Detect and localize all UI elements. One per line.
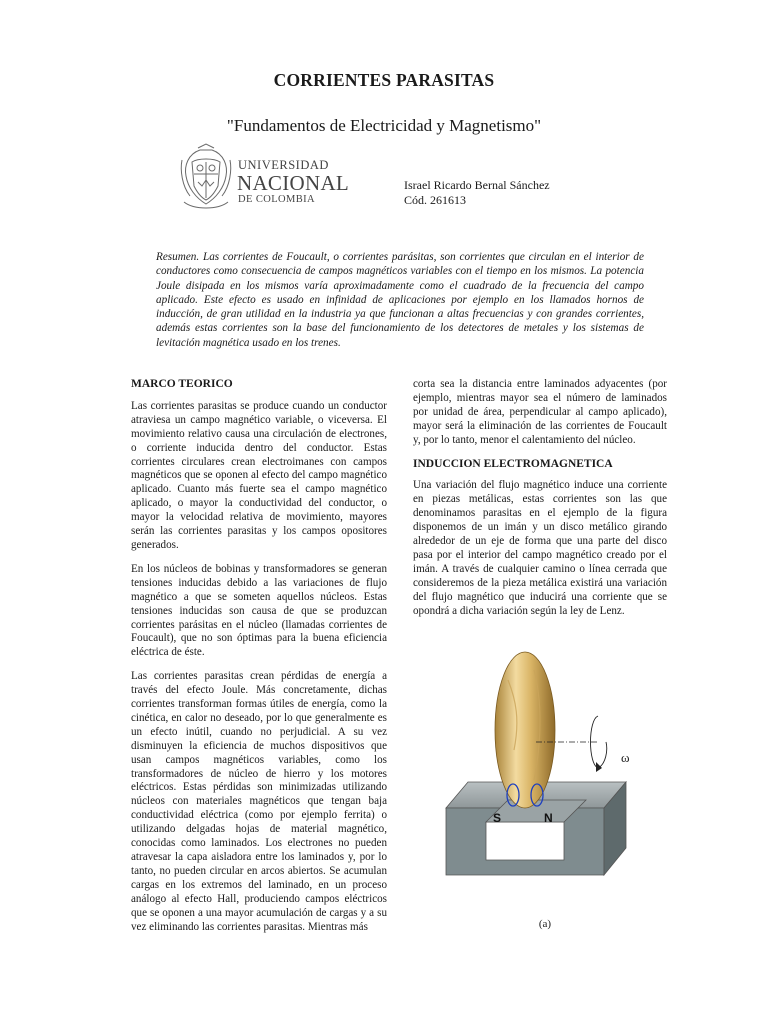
- paper-subtitle: "Fundamentos de Electricidad y Magnetismo": [226, 116, 542, 135]
- north-pole-label: N: [544, 811, 553, 825]
- disc-magnet-diagram: [438, 650, 648, 895]
- metal-disc: [495, 652, 555, 808]
- figure-caption: (a): [538, 918, 552, 930]
- paragraph-continuation: corta sea la distancia entre laminados adyacentes (por ejemplo, mientras mayor sea el número de laminados por unidad de área, perpendicular al campo aplicado), mayor será la eliminación de las corrientes de Foucault y, por lo tanto, menor el calentamiento del núcleo.: [413, 378, 667, 446]
- left-column: [131, 378, 387, 944]
- author-block: [404, 178, 550, 208]
- paper-title: CORRIENTES PARASITAS: [273, 70, 495, 90]
- logo-line3: DE COLOMBIA: [238, 194, 316, 205]
- eddy-current-figure: [438, 650, 648, 895]
- paragraph: Las corrientes parasitas crean pérdidas de energía a través del efecto Joule. Más concretamente, dichas corrientes transforman formas útiles de energía, como la cinética, en calor no deseado, por lo que generalmente es un efecto inútil, cuando no perjudicial. A su vez disminuyen la eficiencia de muchos dispositivos que usan campos magnéticos variables, como los transformadores de núcleo de hierro y los motores eléctricos. Estas pérdidas son minimizadas utilizando núcleos con materiales magnéticos que tengan baja conductividad eléctrica (como por ejemplo ferrita) o utilizando delgadas hojas de material magnético, conocidas como laminados. Los electrones no pueden atravesar la capa aisladora entre los laminados y, por lo tanto, no pueden circular en arcos abiertos. Se acumulan cargas en los extremos del laminado, en un proceso análogo al efecto Hall, produciendo campos eléctricos que se oponen a una mayor acumulación de cargas y a su vez eliminando las corrientes parasitas. Mientras más: [131, 670, 387, 933]
- author-code: Cód. 261613: [404, 193, 467, 207]
- paragraph: Las corrientes parasitas se produce cuando un conductor atraviesa un campo magnético variable, o viceversa. El movimiento relativo causa una circulación de electrones, o corriente inducida dentro del conductor. Estas corrientes circulares crean electroimanes con campos magnéticos que se oponen al efecto del campo magnético aplicado. Cuanto más fuerte sea el campo magnético aplicado, o mayor la conductividad del conductor, o mayor la velocidad relativa de movimiento, mayores serán las corrientes parasitas y los campos opositores generados.: [131, 399, 387, 551]
- section-heading-induccion: INDUCCION ELECTROMAGNETICA: [413, 457, 613, 470]
- university-logo: [178, 142, 358, 218]
- logo-line2: NACIONAL: [237, 171, 350, 195]
- right-column: [413, 378, 667, 629]
- paragraph: Una variación del flujo magnético induce una corriente en piezas metálicas, estas corrientes son las que denominamos parasitas en el ejemplo de la figura disponemos de un imán y un disco metálico girando alrededor de un eje de forma que una parte del disco pasa por el interior del campo magnético creado por el imán. A través de cualquier camino o línea cerrada que consideremos de la pieza metálica existirá una variación del flujo magnético que inducirá una corriente que se opondrá a dicha variación según la ley de Lenz.: [413, 479, 667, 617]
- logo-line1: UNIVERSIDAD: [238, 158, 329, 172]
- coat-of-arms-icon: [178, 142, 358, 218]
- author-name: Israel Ricardo Bernal Sánchez: [404, 178, 550, 192]
- south-pole-label: S: [493, 811, 502, 825]
- section-heading-marco-teorico: MARCO TEORICO: [131, 378, 233, 390]
- paragraph: En los núcleos de bobinas y transformadores se generan tensiones inducidas debido a las variaciones de flujo magnético a que se someten aquellos núcleos. Estas tensiones inducidas son causa de que se produzcan corrientes parásitas en el núcleo (llamadas corrientes de Foucault), que no son óptimas para la buena eficiencia eléctrica de éste.: [131, 562, 387, 659]
- magnet-gap: [486, 822, 564, 860]
- omega-label: ω: [621, 750, 630, 765]
- abstract: Resumen. Las corrientes de Foucault, o corrientes parásitas, son corrientes que circulan en el interior de conductores como consecuencia de campos magnéticos variables con el tiempo en los mismos. La potencia Joule disipada en los mismos varía aproximadamente como el cuadrado de la frecuencia del campo aplicado. Este efecto es usado en infinidad de aplicaciones por ejemplo en los llamados hornos de inducción, de gran utilidad en la industria ya que funcionan a altas frecuencias y con grandes corrientes, además estas corrientes son la base del funcionamiento de los detectores de metales y los sistemas de levitación magnética usado en los trenes.: [156, 251, 644, 349]
